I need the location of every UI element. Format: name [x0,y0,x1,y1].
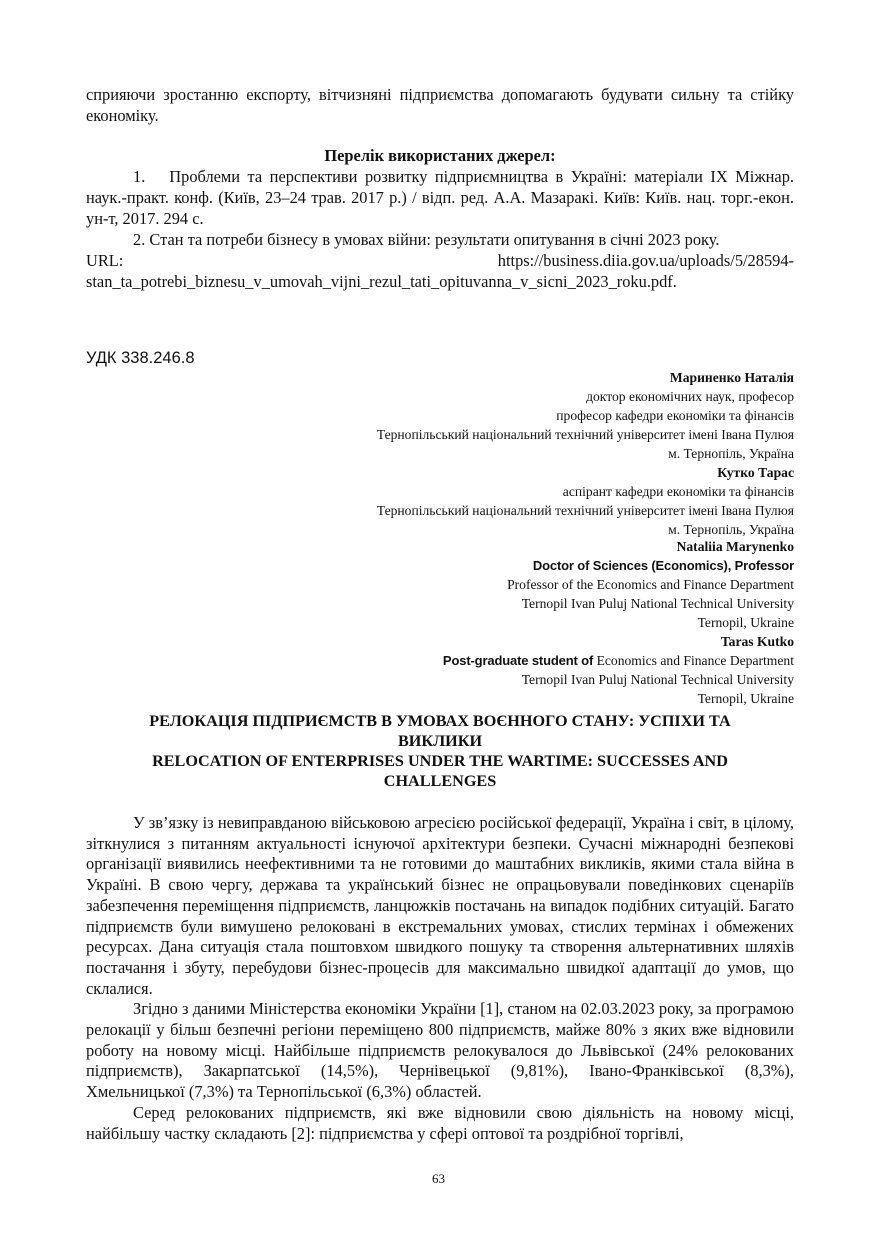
author-position [94,651,794,670]
author-name: Кутко Тарас [717,465,794,480]
reference-text: 2. Стан та потреби бізнесу в умовах війни: результати опитування в січні 2023 року. [133,230,720,249]
author-line: м. Тернопіль, Україна [668,446,794,461]
body-paragraph: Серед релокованих підприємств, які вже відновили свою діяльність на новому місці, найбільшу частку складають [2]: підприємства у сфері оптової та роздрібної торгівлі, [86,1102,794,1143]
page-number: 63 [432,1171,445,1186]
title-ua-line: РЕЛОКАЦІЯ ПІДПРИЄМСТВ В УМОВАХ ВОЄННОГО СТАНУ: УСПІХИ ТА [149,712,731,730]
article-title [100,711,780,791]
url-link-part1[interactable]: https://business.diia.gov.ua/uploads/5/28594- [497,251,794,270]
author-line: Тернопільський національний технічний університет імені Івана Пулюя [376,503,794,518]
author-line: професор кафедри економіки та фінансів [556,408,794,423]
references-section [86,145,794,292]
title-en-line: RELOCATION OF ENTERPRISES UNDER THE WARTIME: SUCCESSES AND [152,752,728,770]
intro-text: сприяючи зростанню експорту, вітчизняні підприємства допомагають будувати сильну та стійку економіку. [86,85,794,125]
author-line: Тернопільський національний технічний університет імені Івана Пулюя [376,427,794,442]
author-line: аспірант кафедри економіки та фінансів [562,484,794,499]
authors-en [94,537,794,708]
reference-item-2 [86,229,794,250]
author-line: Professor of the Economics and Finance Department [507,577,794,592]
body-paragraph: Згідно з даними Міністерства економіки України [1], станом на 02.03.2023 року, за програмою релокації у більш безпечні регіони переміщено 800 підприємств, майже 80% з яких вже відновили роботу на новому місці. Найбільше підприємств релокувалося до Львівської (24% релокованих підприємств), Закарпатської (14,5%), Чернівецької (9,81%), Івано-Франківської (8,3%), Хмельницької (7,3%) та Тернопільської (6,3%) областей. [86,999,794,1102]
author-name: Мариненко Наталія [669,370,794,385]
author-line: м. Тернопіль, Україна [668,522,794,537]
article-body [86,813,794,1144]
author-name: Nataliia Marynenko [676,539,794,554]
reference-text: Проблеми та перспективи розвитку підприємництва в Україні: матеріали IX Міжнар. наук.-практ. конф. (Київ, 23–24 трав. 2017 р.) / відп. ред. А.А. Мазаракі. Київ: Київ. нац. торг.-екон. ун-т, 2017. 294 с. [86,167,794,228]
position-bold: Post-graduate student of [442,653,594,668]
author-line: Ternopil Ivan Puluj National Technical University [521,596,794,611]
url-label: URL: [86,251,124,270]
author-degree: Doctor of Sciences (Economics), Professor [532,558,794,573]
url-link-part2[interactable]: stan_ta_potrebi_biznesu_v_umovah_vijni_rezul_tati_opituvanna_v_sicni_2023_roku.pdf. [86,272,677,291]
udk-code: УДК 338.246.8 [86,349,195,367]
reference-item-1 [86,166,794,229]
reference-number: 1. [133,167,146,186]
body-paragraph: У зв’язку із невиправданою військовою агресією російської федерації, Україна і світ, в цілому, зіткнулися з питанням актуальності існуючої архітектури безпеки. Сучасні міжнародні безпекові організації виявились неефективними та не готовими до маштабних викликів, якими стала війна в Україні. В свою чергу, держава та український бізнес не опрацьовували поведінкових сценаріїв забезпечення переміщення підприємств, ланцюжків постачань на випадок подібних ситуацій. Багато підприємств були вимушено релоковані в екстремальних умовах, стислих термінах і обмежених ресурсах. Дана ситуація стала поштовхом швидкого пошуку та створення альтернативних шляхів постачання і збуту, перебудови бізнес-процесів для максимально швидкої адаптації до умов, що склалися. [86,813,794,998]
author-line: Ternopil, Ukraine [697,615,794,630]
references-heading: Перелік використаних джерел: [324,146,556,165]
reference-url-continuation [86,271,794,292]
title-en-line: CHALLENGES [383,772,497,790]
position-rest: Economics and Finance Department [593,653,794,668]
reference-url-line [86,250,794,271]
author-name: Taras Kutko [720,634,794,649]
author-line: Ternopil Ivan Puluj National Technical University [521,672,794,687]
title-ua-line: ВИКЛИКИ [397,732,483,750]
author-line: доктор економічних наук, професор [586,389,794,404]
authors-ua [94,368,794,539]
intro-paragraph [86,84,794,126]
author-line: Ternopil, Ukraine [697,691,794,706]
